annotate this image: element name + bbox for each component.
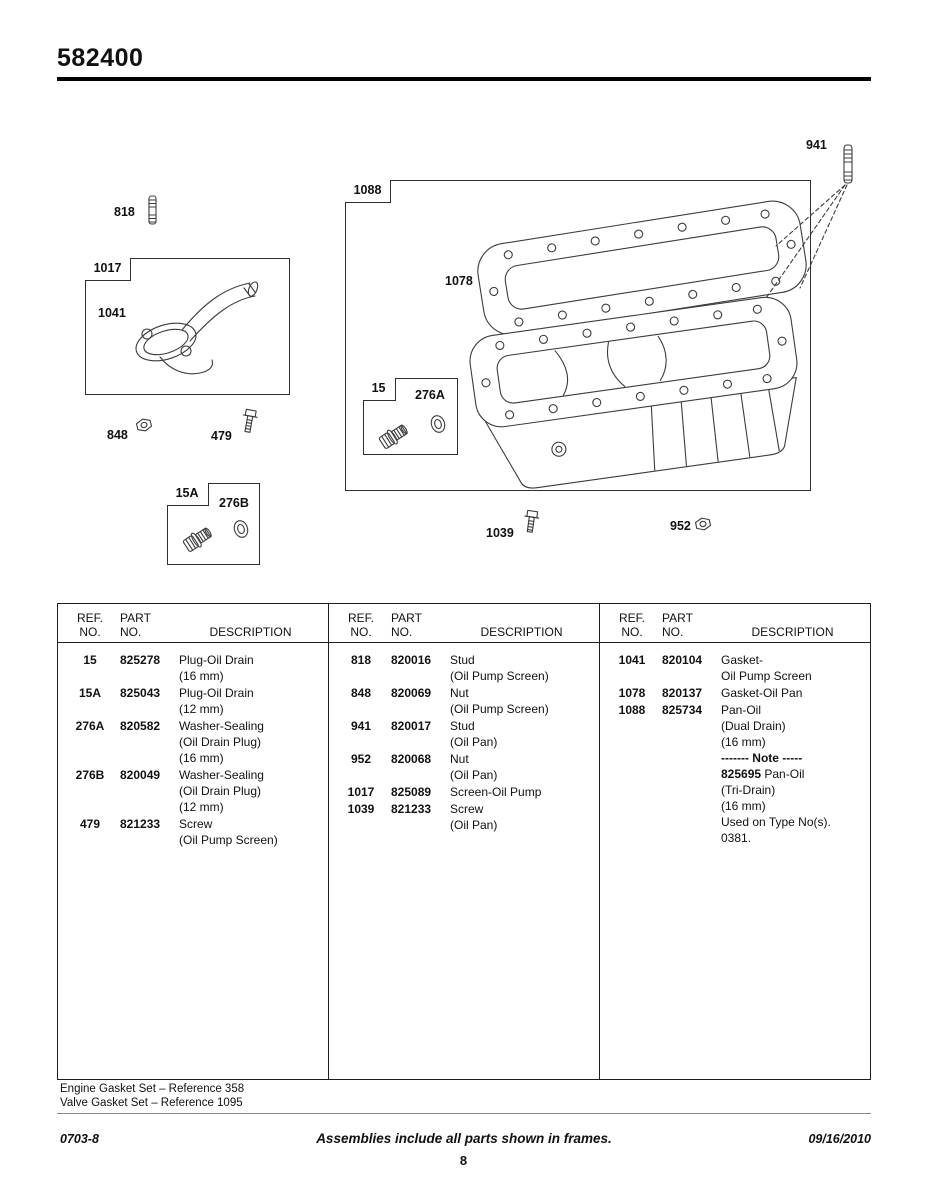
- part-row-line: [340, 701, 595, 717]
- part-row-line: [611, 652, 866, 668]
- callout-washer-16: 276A: [415, 388, 445, 402]
- part-row-line: [340, 801, 595, 817]
- part-no: 820104: [662, 653, 703, 667]
- part-row-line: [611, 668, 866, 684]
- part-row-line: [69, 799, 324, 815]
- callout-pan-screw: 1039: [486, 526, 514, 540]
- part-entry: [340, 685, 595, 717]
- part-entry: [611, 652, 866, 684]
- part-row-line: [69, 750, 324, 766]
- nut-848-icon: [136, 417, 153, 432]
- callout-screen-screw: 479: [211, 429, 232, 443]
- part-description: (Dual Drain): [721, 719, 786, 733]
- footer-date: 09/16/2010: [808, 1132, 871, 1146]
- part-ref-no: [69, 701, 111, 717]
- part-description: (Oil Pan): [450, 818, 498, 832]
- part-no: 825734: [662, 703, 703, 717]
- part-description: Gasket-: [721, 653, 764, 667]
- part-no: 821233: [120, 817, 161, 831]
- part-description: Nut: [450, 686, 469, 700]
- screw-1039-icon: [523, 510, 540, 533]
- column-header: [600, 604, 870, 643]
- frame-label: 15: [363, 378, 396, 402]
- part-description: Stud: [450, 653, 475, 667]
- part-no: 820016: [391, 653, 432, 667]
- part-entry: [340, 784, 595, 800]
- header-ref: REF.: [76, 611, 103, 625]
- part-ref-no: 1088: [618, 703, 646, 717]
- callout-stud-screen: 818: [114, 205, 135, 219]
- part-ref-no: [69, 832, 111, 848]
- note-row: [611, 830, 866, 846]
- note-line: (Tri-Drain): [721, 783, 776, 797]
- footer-note: Assemblies include all parts shown in frames.: [316, 1131, 612, 1146]
- page-footer: [57, 1131, 871, 1149]
- screw-479-icon: [241, 409, 259, 433]
- note-row: [611, 798, 866, 814]
- part-row-line: [611, 685, 866, 701]
- part-description: (Oil Pump Screen): [450, 669, 549, 683]
- part-description: (12 mm): [179, 800, 224, 814]
- header-rule: [57, 77, 871, 81]
- part-description: Stud: [450, 719, 475, 733]
- frame-label: 1017: [85, 258, 132, 282]
- stud-818-icon: [149, 196, 156, 224]
- part-no: 820068: [391, 752, 432, 766]
- part-entry: [340, 751, 595, 783]
- callout-stud-pan: 941: [806, 138, 827, 152]
- part-ref-no: 1078: [618, 686, 646, 700]
- part-ref-no: [611, 668, 653, 684]
- part-no: 820137: [662, 686, 703, 700]
- header-part-no: NO.: [662, 625, 684, 639]
- part-no: [120, 750, 170, 766]
- part-row-line: [69, 685, 324, 701]
- part-row-line: [69, 767, 324, 783]
- column-rows: [600, 643, 870, 847]
- part-ref-no: [340, 734, 382, 750]
- part-ref-no: [611, 718, 653, 734]
- header-description: DESCRIPTION: [751, 625, 834, 639]
- part-ref-no: [69, 799, 111, 815]
- column-header: [329, 604, 599, 643]
- part-no: [120, 734, 170, 750]
- part-description: Plug-Oil Drain: [179, 653, 254, 667]
- stud-941-icon: [844, 145, 852, 183]
- callout-screen-nut: 848: [107, 428, 128, 442]
- part-no: [120, 701, 170, 717]
- part-description: (16 mm): [721, 735, 766, 749]
- part-ref-no: [340, 817, 382, 833]
- part-no: 825278: [120, 653, 161, 667]
- column-header: [58, 604, 328, 643]
- part-row-line: [340, 734, 595, 750]
- header-ref-no: NO.: [79, 625, 101, 639]
- part-ref-no: 479: [79, 817, 101, 831]
- part-description: Pan-Oil: [721, 703, 762, 717]
- part-row-line: [340, 784, 595, 800]
- part-description: Washer-Sealing: [179, 768, 264, 782]
- part-entry: [340, 652, 595, 684]
- footnote-engine-gasket-set: Engine Gasket Set – Reference 358: [60, 1083, 245, 1095]
- part-no: [662, 668, 712, 684]
- page-title: 582400: [57, 44, 144, 72]
- part-entry: [611, 685, 866, 701]
- part-row-line: [340, 817, 595, 833]
- part-row-line: [69, 652, 324, 668]
- part-no: [662, 734, 712, 750]
- part-description: (Oil Drain Plug): [179, 735, 262, 749]
- callout-washer-12: 276B: [219, 496, 249, 510]
- part-row-line: [69, 718, 324, 734]
- header-part: PART: [120, 611, 151, 625]
- part-no: 820069: [391, 686, 432, 700]
- part-entry: [69, 685, 324, 717]
- footer-rule: [57, 1113, 871, 1114]
- part-row-line: [340, 718, 595, 734]
- part-no: [391, 668, 441, 684]
- nut-952-icon: [695, 517, 711, 532]
- part-no: [120, 783, 170, 799]
- part-description: (16 mm): [179, 669, 224, 683]
- part-description: Screen-Oil Pump: [450, 785, 542, 799]
- part-no: [120, 668, 170, 684]
- column-rows: [58, 643, 328, 849]
- part-no: 825043: [120, 686, 161, 700]
- part-description: (Oil Pan): [450, 735, 498, 749]
- part-no: [391, 767, 441, 783]
- parts-column-3: [599, 604, 870, 1079]
- part-ref-no: [340, 701, 382, 717]
- note-row: [611, 782, 866, 798]
- callout-pan-nut: 952: [670, 519, 691, 533]
- part-ref-no: 276B: [75, 768, 105, 782]
- part-description: (16 mm): [179, 751, 224, 765]
- part-row-line: [611, 718, 866, 734]
- part-ref-no: 276A: [75, 719, 105, 733]
- part-entry: [69, 767, 324, 815]
- part-no: 820582: [120, 719, 161, 733]
- part-description: Nut: [450, 752, 469, 766]
- frame-label: 1088: [345, 180, 392, 204]
- callout-pan-gasket: 1078: [445, 274, 473, 288]
- part-row-line: [69, 668, 324, 684]
- part-row-line: [611, 702, 866, 718]
- part-description: Plug-Oil Drain: [179, 686, 254, 700]
- part-description: Screw: [450, 802, 484, 816]
- frame-label: 15A: [167, 483, 209, 507]
- part-description: Washer-Sealing: [179, 719, 264, 733]
- part-row-line: [69, 816, 324, 832]
- header-ref-no: NO.: [350, 625, 372, 639]
- part-row-line: [340, 767, 595, 783]
- part-no: 821233: [391, 802, 432, 816]
- part-no: [391, 817, 441, 833]
- part-row-line: [69, 701, 324, 717]
- note-row: [611, 750, 866, 766]
- callout-screen-gasket: 1041: [98, 306, 126, 320]
- note-line: (16 mm): [721, 799, 766, 813]
- parts-table: [57, 603, 871, 1080]
- part-entry: [611, 702, 866, 846]
- part-no: 825089: [391, 785, 432, 799]
- part-ref-no: 1017: [347, 785, 375, 799]
- part-description: (Oil Pan): [450, 768, 498, 782]
- part-ref-no: 941: [350, 719, 372, 733]
- note-row: [611, 766, 866, 782]
- gasket-set-notes: [60, 1083, 244, 1110]
- part-no: [391, 734, 441, 750]
- header-ref: REF.: [618, 611, 645, 625]
- part-ref-no: [340, 767, 382, 783]
- header-part: PART: [662, 611, 693, 625]
- part-ref-no: [611, 734, 653, 750]
- part-ref-no: [69, 783, 111, 799]
- part-no: [120, 832, 170, 848]
- header-part: PART: [391, 611, 422, 625]
- column-rows: [329, 643, 599, 834]
- page-number: 8: [459, 1153, 468, 1168]
- frame-oil-pump-screen: [85, 258, 290, 395]
- part-description: Screw: [179, 817, 213, 831]
- part-ref-no: 1039: [347, 802, 375, 816]
- part-entry: [340, 718, 595, 750]
- note-header: ------- Note -----: [721, 751, 803, 765]
- part-description: Oil Pump Screen: [721, 669, 812, 683]
- part-ref-no: [69, 668, 111, 684]
- part-row-line: [611, 734, 866, 750]
- part-row-line: [69, 783, 324, 799]
- header-ref-no: NO.: [621, 625, 643, 639]
- part-ref-no: 1041: [618, 653, 646, 667]
- part-ref-no: 952: [350, 752, 372, 766]
- header-description: DESCRIPTION: [480, 625, 563, 639]
- part-ref-no: 848: [350, 686, 372, 700]
- part-ref-no: [340, 668, 382, 684]
- part-entry: [69, 718, 324, 766]
- part-description: (Oil Pump Screen): [179, 833, 278, 847]
- part-no: 820017: [391, 719, 432, 733]
- note-row: [611, 814, 866, 830]
- part-row-line: [340, 652, 595, 668]
- part-description: (Oil Drain Plug): [179, 784, 262, 798]
- part-ref-no: 15A: [78, 686, 101, 700]
- part-description: (Oil Pump Screen): [450, 702, 549, 716]
- note-part-no: 825695: [721, 767, 762, 781]
- part-entry: [69, 652, 324, 684]
- note-line: 0381.: [721, 831, 752, 845]
- footer-code: 0703-8: [60, 1132, 99, 1146]
- part-no: [662, 718, 712, 734]
- part-row-line: [340, 685, 595, 701]
- parts-column-1: [58, 604, 328, 1079]
- part-description: (12 mm): [179, 702, 224, 716]
- header-part-no: NO.: [391, 625, 413, 639]
- part-ref-no: 15: [83, 653, 97, 667]
- part-row-line: [69, 734, 324, 750]
- part-ref-no: [69, 734, 111, 750]
- header-part-no: NO.: [120, 625, 142, 639]
- part-no: 820049: [120, 768, 161, 782]
- part-row-line: [69, 832, 324, 848]
- header-ref: REF.: [347, 611, 374, 625]
- footnote-valve-gasket-set: Valve Gasket Set – Reference 1095: [60, 1096, 243, 1109]
- part-ref-no: [69, 750, 111, 766]
- header-description: DESCRIPTION: [209, 625, 292, 639]
- part-row-line: [340, 668, 595, 684]
- part-row-line: [340, 751, 595, 767]
- note-line: 825695 Pan-Oil: [721, 767, 805, 781]
- part-description: Gasket-Oil Pan: [721, 686, 803, 700]
- part-entry: [340, 801, 595, 833]
- parts-column-2: [328, 604, 599, 1079]
- part-entry: [69, 816, 324, 848]
- part-ref-no: 818: [350, 653, 372, 667]
- part-no: [391, 701, 441, 717]
- note-line: Used on Type No(s).: [721, 815, 831, 829]
- part-no: [120, 799, 170, 815]
